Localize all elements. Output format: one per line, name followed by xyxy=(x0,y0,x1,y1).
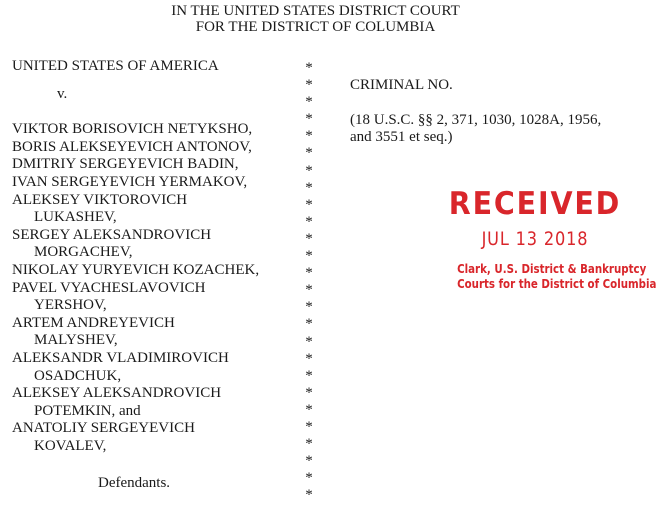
separator-asterisk: * xyxy=(305,94,313,111)
statute-line: (18 U.S.C. §§ 2, 371, 1030, 1028A, 1956, xyxy=(350,112,602,128)
received-stamp xyxy=(440,186,656,291)
separator-asterisk: * xyxy=(305,436,313,453)
separator-asterisk: * xyxy=(305,162,313,179)
defendants-label: Defendants. xyxy=(98,475,171,492)
separator-asterisk: * xyxy=(305,248,313,265)
separator-asterisk: * xyxy=(305,230,313,247)
separator-asterisk: * xyxy=(305,213,313,230)
separator-asterisk: * xyxy=(305,367,313,384)
defendant-name: ANATOLIY SERGEYEVICH xyxy=(12,420,195,437)
separator-asterisk: * xyxy=(305,299,313,316)
stamp-clerk-line: Courts for the District of Columbia xyxy=(457,276,656,291)
plaintiff-name: UNITED STATES OF AMERICA xyxy=(12,58,219,74)
case-info xyxy=(350,77,630,146)
defendant-name-continued: LUKASHEV, xyxy=(34,209,117,226)
defendant-name-continued: KOVALEV, xyxy=(34,437,107,454)
defendant-name: IVAN SERGEYEVICH YERMAKOV, xyxy=(12,173,248,190)
statute-line: and 3551 et seq.) xyxy=(350,129,453,145)
stamp-clerk-line: Clark, U.S. District & Bankruptcy xyxy=(457,261,647,276)
statute-citation xyxy=(350,112,630,146)
separator-asterisk: * xyxy=(305,128,313,145)
separator-asterisk: * xyxy=(305,145,313,162)
criminal-number-label: CRIMINAL NO. xyxy=(350,77,453,93)
defendant-name: ALEKSEY ALEKSANDROVICH xyxy=(12,385,222,402)
defendant-name: ALEKSEY VIKTOROVICH xyxy=(12,191,188,208)
stamp-date: JUL 13 2018 xyxy=(481,228,589,250)
separator-asterisk: * xyxy=(305,453,313,470)
separator-asterisk: * xyxy=(305,333,313,350)
defendant-name: NIKOLAY YURYEVICH KOZACHEK, xyxy=(12,261,260,278)
defendant-name: SERGEY ALEKSANDROVICH xyxy=(12,226,212,243)
versus-label: v. xyxy=(57,85,68,102)
separator-asterisk: * xyxy=(305,316,313,333)
separator-asterisk: * xyxy=(305,60,313,76)
case-parties xyxy=(12,58,302,493)
defendant-name: DMITRIY SERGEYEVICH BADIN, xyxy=(12,156,239,173)
separator-asterisk: * xyxy=(305,282,313,299)
defendant-name-continued: MORGACHEV, xyxy=(34,244,133,261)
stamp-received-text: RECEIVED xyxy=(448,186,622,222)
separator-asterisk: * xyxy=(305,418,313,435)
defendant-name-continued: POTEMKIN, and xyxy=(34,402,141,419)
separator-asterisk: * xyxy=(305,384,313,401)
court-district-line: FOR THE DISTRICT OF COLUMBIA xyxy=(195,19,436,35)
defendant-name: ALEKSANDR VLADIMIROVICH xyxy=(12,349,229,366)
separator-asterisk: * xyxy=(305,401,313,418)
separator-asterisk: * xyxy=(305,487,313,504)
separator-asterisk: * xyxy=(305,350,313,367)
defendant-name-continued: MALYSHEV, xyxy=(34,332,118,349)
separator-asterisk: * xyxy=(305,196,313,213)
separator-asterisk: * xyxy=(305,179,313,196)
separator-asterisk: * xyxy=(305,111,313,128)
defendant-name-continued: OSADCHUK, xyxy=(34,367,122,384)
caption-separator xyxy=(303,60,315,504)
court-name-line: IN THE UNITED STATES DISTRICT COURT xyxy=(171,3,460,19)
separator-asterisk: * xyxy=(305,470,313,487)
defendant-name: PAVEL VYACHESLAVOVICH xyxy=(12,279,206,296)
defendant-name: BORIS ALEKSEYEVICH ANTONOV, xyxy=(12,138,252,155)
separator-asterisk: * xyxy=(305,265,313,282)
defendant-name: ARTEM ANDREYEVICH xyxy=(12,314,175,331)
court-caption-header xyxy=(0,3,631,35)
stamp-clerk-text xyxy=(457,261,656,291)
separator-asterisk: * xyxy=(305,77,313,94)
defendant-name-continued: YERSHOV, xyxy=(34,297,107,314)
defendant-list xyxy=(12,121,302,455)
defendant-name: VIKTOR BORISOVICH NETYKSHO, xyxy=(12,121,253,138)
